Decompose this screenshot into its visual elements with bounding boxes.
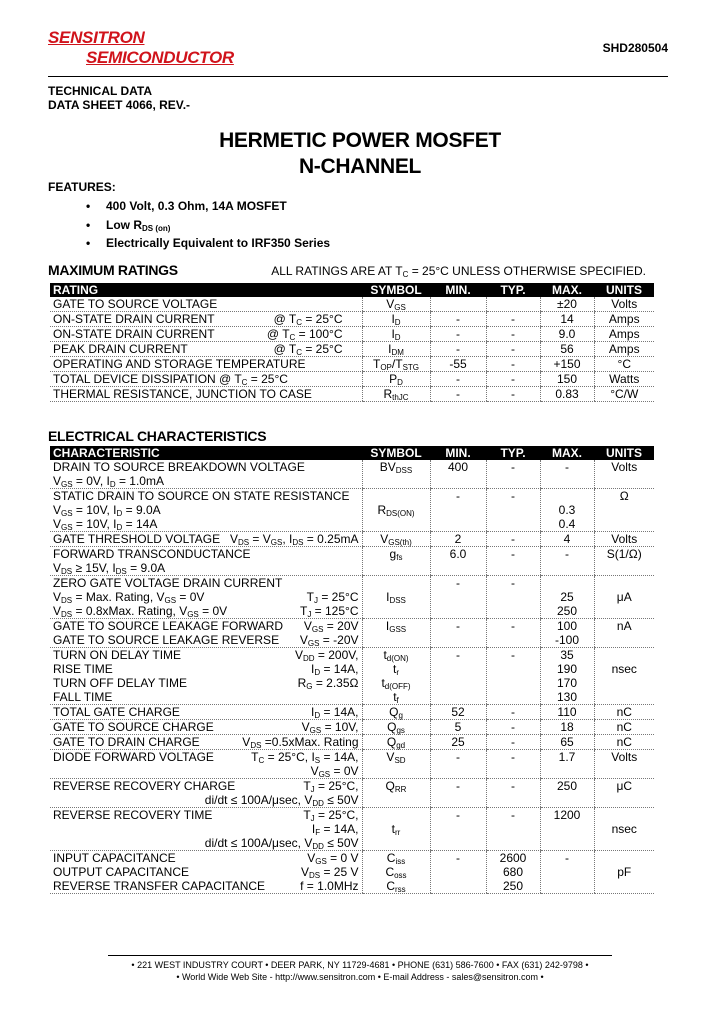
bullet-icon: • xyxy=(86,236,91,250)
characteristic-cell: GATE TO SOURCE LEAKAGE FORWARD $V_{GS} = 20V$ GATE TO SOURCE LEAKAGE REVERSE $V_{GS} = -20V$ xyxy=(50,619,362,648)
max-cell: 4 xyxy=(540,532,594,547)
table-header-row xyxy=(50,446,654,460)
symbol-cell: $t_{d(ON)}$ $t_r$ $t_{d(OFF)}$ $t_f$ xyxy=(362,648,430,705)
unit-cell: S(1/Ω) xyxy=(594,547,654,576)
symbol-cell: $Q_{gs}$ xyxy=(362,720,430,735)
characteristic-cell: INPUT CAPACITANCE $V_{GS} = 0$ V OUTPUT CAPACITANCE $V_{DS} = 25$ V REVERSE TRANSFER CAPACITANCE f = 1.0MHz xyxy=(50,851,362,894)
logo-line1: SENSITRON xyxy=(48,28,145,47)
table-row xyxy=(50,460,654,489)
rating-name: OPERATING AND STORAGE TEMPERATURE xyxy=(50,357,362,372)
max-cell: - xyxy=(540,547,594,576)
unit-cell: Amps xyxy=(594,312,654,327)
footer-web: • World Wide Web Site - http://www.sensitron.com • E-mail Address - sales@sensitron.com • xyxy=(176,972,544,982)
table-header-row xyxy=(50,283,654,297)
col-header: MIN. xyxy=(430,283,486,297)
min-cell: - xyxy=(430,750,486,779)
max-cell: ±20 xyxy=(540,297,594,312)
features-heading: FEATURES: xyxy=(48,180,116,194)
typ-cell: - xyxy=(486,576,540,619)
symbol-cell: $P_D$ xyxy=(362,372,430,387)
unit-cell: nA xyxy=(594,619,654,648)
rating-name: ON-STATE DRAIN CURRENT @ $T_C = 25^\circ C$ xyxy=(50,312,362,327)
max-cell: 100 -100 xyxy=(540,619,594,648)
rating-name: GATE TO SOURCE VOLTAGE xyxy=(50,297,362,312)
typ-cell: - xyxy=(486,648,540,705)
bullet-icon: • xyxy=(86,199,91,213)
feature-text: Low $R_{DS (on)}$ xyxy=(106,218,171,233)
max-cell: 0.83 xyxy=(540,387,594,402)
characteristic-cell: STATIC DRAIN TO SOURCE ON STATE RESISTANCE $V_{GS} = 10V$, $I_D = 9.0A$ $V_{GS} = 10V$, $I_D = 14A$ xyxy=(50,489,362,532)
col-header: UNITS xyxy=(594,283,654,297)
rating-name: THERMAL RESISTANCE, JUNCTION TO CASE xyxy=(50,387,362,402)
symbol-cell: $t_{rr}$ xyxy=(362,808,430,851)
symbol-cell: $V_{GS}$ xyxy=(362,297,430,312)
footer-divider xyxy=(108,955,612,956)
typ-cell xyxy=(486,297,540,312)
max-cell: 25 250 xyxy=(540,576,594,619)
unit-cell: Watts xyxy=(594,372,654,387)
header-divider xyxy=(48,76,668,77)
footer-address: • 221 WEST INDUSTRY COURT • DEER PARK, NY 11729-4681 • PHONE (631) 586-7600 • FAX (631) 242-9798 • xyxy=(131,960,589,970)
typ-cell: - xyxy=(486,705,540,720)
unit-cell: Amps xyxy=(594,327,654,342)
max-cell: 0.3 0.4 xyxy=(540,489,594,532)
logo-line2: SEMICONDUCTOR xyxy=(86,48,234,67)
unit-cell: Ω xyxy=(594,489,654,532)
table-row xyxy=(50,808,654,851)
typ-cell: - xyxy=(486,735,540,750)
min-cell: 400 xyxy=(430,460,486,489)
min-cell: - xyxy=(430,372,486,387)
col-header: MAX. xyxy=(540,446,594,460)
symbol-cell: $I_{GSS}$ xyxy=(362,619,430,648)
typ-cell: - xyxy=(486,720,540,735)
symbol-cell: $Q_{RR}$ xyxy=(362,779,430,808)
symbol-cell: $I_{DM}$ xyxy=(362,342,430,357)
typ-cell: - xyxy=(486,342,540,357)
max-cell: - xyxy=(540,460,594,489)
tech-data-block xyxy=(48,84,190,112)
data-sheet-line: DATA SHEET 4066, REV.- xyxy=(48,98,191,112)
symbol-cell: $R_{thJC}$ xyxy=(362,387,430,402)
table-row xyxy=(50,750,654,779)
max-cell: 14 xyxy=(540,312,594,327)
col-header: SYMBOL xyxy=(362,283,430,297)
min-cell: 5 xyxy=(430,720,486,735)
table-row xyxy=(50,312,654,327)
max-cell: 1.7 xyxy=(540,750,594,779)
characteristic-cell: DIODE FORWARD VOLTAGE $T_C = 25^\circ C$, $I_S = 14A$, $V_{GS} = 0V$ xyxy=(50,750,362,779)
typ-cell: - xyxy=(486,372,540,387)
max-cell: 110 xyxy=(540,705,594,720)
col-header: MAX. xyxy=(540,283,594,297)
typ-cell: - xyxy=(486,808,540,851)
table-row xyxy=(50,327,654,342)
unit-cell: μC xyxy=(594,779,654,808)
rating-name: TOTAL DEVICE DISSIPATION @ $T_C = 25^\circ C$ xyxy=(50,372,362,387)
col-header: UNITS xyxy=(594,446,654,460)
characteristic-cell: TURN ON DELAY TIME $V_{DD} = 200V$, RISE TIME $I_D = 14A$, TURN OFF DELAY TIME $R_G = 2.35\Omega$ FALL TIME xyxy=(50,648,362,705)
table-row xyxy=(50,705,654,720)
min-cell: - xyxy=(430,648,486,705)
max-cell: 18 xyxy=(540,720,594,735)
max-cell: 9.0 xyxy=(540,327,594,342)
min-cell: - xyxy=(430,576,486,619)
symbol-cell: $BV_{DSS}$ xyxy=(362,460,430,489)
rating-name: PEAK DRAIN CURRENT @ $T_C = 25^\circ C$ xyxy=(50,342,362,357)
max-cell: 35 190 170 130 xyxy=(540,648,594,705)
min-cell: - xyxy=(430,619,486,648)
table-row xyxy=(50,851,654,894)
min-cell: - xyxy=(430,779,486,808)
part-number: SHD280504 xyxy=(602,41,668,55)
col-header: CHARACTERISTIC xyxy=(50,446,362,460)
unit-cell: nC xyxy=(594,735,654,750)
typ-cell: - xyxy=(486,387,540,402)
symbol-cell: $Q_{gd}$ xyxy=(362,735,430,750)
unit-cell: μA xyxy=(594,576,654,619)
table-row xyxy=(50,372,654,387)
characteristic-cell: ZERO GATE VOLTAGE DRAIN CURRENT $V_{DS}$ = Max. Rating, $V_{GS} = 0V$ $T_J = 25^\circ C$ $V_{DS}$ = 0.8xMax. Rating, $V_{GS} = 0V$ $T_J = 125^\circ C$ xyxy=(50,576,362,619)
feature-text: Electrically Equivalent to IRF350 Series xyxy=(106,236,331,250)
typ-cell: - xyxy=(486,779,540,808)
characteristic-cell: DRAIN TO SOURCE BREAKDOWN VOLTAGE $V_{GS} = 0V$, $I_D = 1.0mA$ xyxy=(50,460,362,489)
unit-cell: Volts xyxy=(594,297,654,312)
unit-cell: °C/W xyxy=(594,387,654,402)
typ-cell: - xyxy=(486,327,540,342)
min-cell: - xyxy=(430,489,486,532)
table-row xyxy=(50,720,654,735)
rating-name: ON-STATE DRAIN CURRENT @ $T_C = 100^\circ C$ xyxy=(50,327,362,342)
table-row xyxy=(50,735,654,750)
max-cell: 1200 xyxy=(540,808,594,851)
min-cell: - xyxy=(430,342,486,357)
unit-cell: Volts xyxy=(594,532,654,547)
unit-cell: nsec xyxy=(594,808,654,851)
characteristic-cell: GATE THRESHOLD VOLTAGE $V_{DS} = V_{GS}$, $I_{DS} = 0.25mA$ xyxy=(50,532,362,547)
min-cell: - xyxy=(430,387,486,402)
min-cell: 52 xyxy=(430,705,486,720)
characteristic-cell: REVERSE RECOVERY CHARGE $T_J = 25^\circ C$, di/dt ≤ 100A/μsec, $V_{DD} \le 50V$ xyxy=(50,779,362,808)
max-cell: 65 xyxy=(540,735,594,750)
typ-cell: - xyxy=(486,489,540,532)
symbol-cell: $R_{DS(ON)}$ xyxy=(362,489,430,532)
col-header: TYP. xyxy=(486,283,540,297)
table-row xyxy=(50,648,654,705)
table-row xyxy=(50,387,654,402)
col-header: MIN. xyxy=(430,446,486,460)
max-cell: 150 xyxy=(540,372,594,387)
symbol-cell: $I_D$ xyxy=(362,327,430,342)
unit-cell: Volts xyxy=(594,460,654,489)
symbol-cell: $V_{GS(th)}$ xyxy=(362,532,430,547)
min-cell: -55 xyxy=(430,357,486,372)
col-header: SYMBOL xyxy=(362,446,430,460)
min-cell: - xyxy=(430,808,486,851)
max-cell: 250 xyxy=(540,779,594,808)
electrical-heading: ELECTRICAL CHARACTERISTICS xyxy=(48,428,267,444)
company-logo xyxy=(48,28,234,68)
unit-cell: nC xyxy=(594,705,654,720)
bullet-icon: • xyxy=(86,218,91,232)
typ-cell: - xyxy=(486,619,540,648)
characteristic-cell: REVERSE RECOVERY TIME $T_J = 25^\circ C$, $I_F = 14A$, di/dt ≤ 100A/μsec, $V_{DD} \le 50V$ xyxy=(50,808,362,851)
table-row xyxy=(50,619,654,648)
characteristic-cell: TOTAL GATE CHARGE $I_D = 14A$, xyxy=(50,705,362,720)
symbol-cell: $I_D$ xyxy=(362,312,430,327)
col-header: TYP. xyxy=(486,446,540,460)
characteristic-cell: GATE TO SOURCE CHARGE $V_{GS} = 10V$, xyxy=(50,720,362,735)
page-title xyxy=(0,128,720,180)
max-cell: 56 xyxy=(540,342,594,357)
characteristic-cell: GATE TO DRAIN CHARGE $V_{DS}$ =0.5xMax. Rating xyxy=(50,735,362,750)
table-row xyxy=(50,576,654,619)
min-cell: - xyxy=(430,327,486,342)
unit-cell: pF xyxy=(594,851,654,894)
table-row xyxy=(50,779,654,808)
title-line1: HERMETIC POWER MOSFET xyxy=(219,129,501,152)
symbol-cell: $C_{iss}$ $C_{oss}$ $C_{rss}$ xyxy=(362,851,430,894)
max-cell: +150 xyxy=(540,357,594,372)
ratings-note: ALL RATINGS ARE AT $T_C = 25^\circ C$ UNLESS OTHERWISE SPECIFIED. xyxy=(271,264,646,279)
typ-cell: - xyxy=(486,460,540,489)
min-cell xyxy=(430,297,486,312)
min-cell: - xyxy=(430,851,486,894)
min-cell: 2 xyxy=(430,532,486,547)
electrical-table xyxy=(50,446,654,894)
table-row xyxy=(50,357,654,372)
table-row xyxy=(50,532,654,547)
unit-cell: °C xyxy=(594,357,654,372)
typ-cell: - xyxy=(486,357,540,372)
unit-cell: nC xyxy=(594,720,654,735)
max-cell: - xyxy=(540,851,594,894)
unit-cell: Volts xyxy=(594,750,654,779)
symbol-cell: $Q_g$ xyxy=(362,705,430,720)
symbol-cell: $I_{DSS}$ xyxy=(362,576,430,619)
unit-cell: nsec xyxy=(594,648,654,705)
max-ratings-table xyxy=(50,283,654,402)
feature-text: 400 Volt, 0.3 Ohm, 14A MOSFET xyxy=(106,199,287,213)
min-cell: 6.0 xyxy=(430,547,486,576)
title-line2: N-CHANNEL xyxy=(298,155,422,178)
typ-cell: - xyxy=(486,532,540,547)
min-cell: - xyxy=(430,312,486,327)
tech-data-line: TECHNICAL DATA xyxy=(48,84,152,98)
max-ratings-heading: MAXIMUM RATINGS xyxy=(48,262,178,278)
table-row xyxy=(50,547,654,576)
symbol-cell: $V_{SD}$ xyxy=(362,750,430,779)
symbol-cell: $T_{OP}/T_{STG}$ xyxy=(362,357,430,372)
table-row xyxy=(50,342,654,357)
typ-cell: 2600 680 250 xyxy=(486,851,540,894)
typ-cell: - xyxy=(486,547,540,576)
unit-cell: Amps xyxy=(594,342,654,357)
table-row xyxy=(50,489,654,532)
col-header: RATING xyxy=(50,283,362,297)
typ-cell: - xyxy=(486,750,540,779)
typ-cell: - xyxy=(486,312,540,327)
symbol-cell: $g_{fs}$ xyxy=(362,547,430,576)
characteristic-cell: FORWARD TRANSCONDUCTANCE $V_{DS} \ge 15V$, $I_{DS} = 9.0A$ xyxy=(50,547,362,576)
min-cell: 25 xyxy=(430,735,486,750)
table-row xyxy=(50,297,654,312)
